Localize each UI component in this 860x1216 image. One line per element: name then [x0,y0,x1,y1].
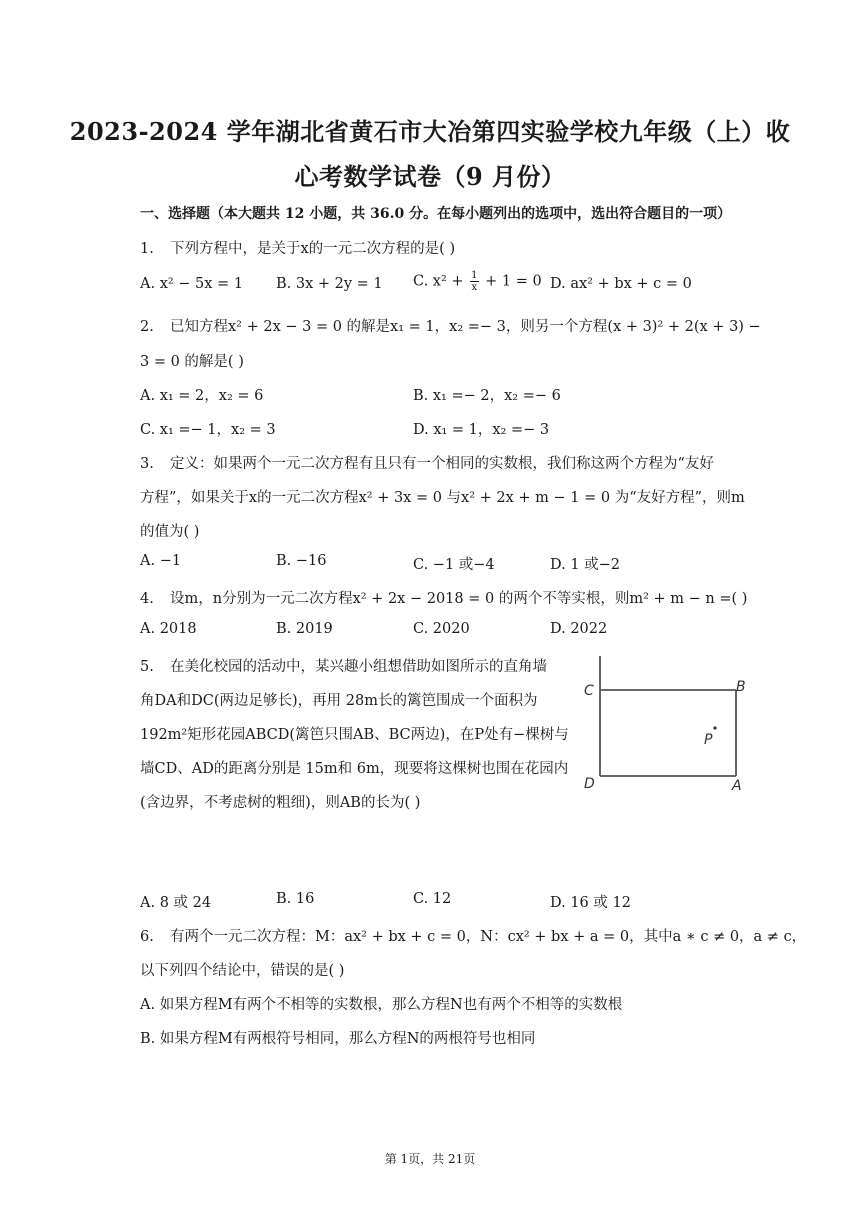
q1-option-c [413,270,542,293]
label-c: C [584,683,594,699]
q2-option-c: C. x₁ =− 1，x₂ = 3 [140,422,276,438]
question-2 [140,315,761,336]
question-5-stem-line5: (含边界，不考虑树的粗细)，则AB的长为( ) [140,795,421,811]
fraction-numerator: 1 [471,270,478,281]
question-stem-line1: 定义：如果两个一元二次方程有且只有一个相同的实数根，我们称这两个方程为“友好 [170,456,714,472]
question-5 [140,655,547,676]
exam-title-line1: 2023-2024 学年湖北省黄石市大冶第四实验学校九年级（上）收 [69,117,791,146]
q3-option-b: B. −16 [276,553,327,569]
label-p: P [704,732,713,748]
q1-option-b: B. 3x + 2y = 1 [276,276,383,292]
q1-option-c-prefix: C. x² + [413,273,469,290]
question-stem: 设m，n分别为一元二次方程x² + 2x − 2018 = 0 的两个不等实根，则m² + m − n =( ) [170,591,748,607]
question-2-stem-line2: 3 = 0 的解是( ) [140,354,244,370]
section-heading: 一、选择题（本大题共 12 小题，共 36.0 分。在每小题列出的选项中，选出符合题目的一项） [140,206,732,222]
q1-option-c-suffix: + 1 = 0 [480,273,542,290]
question-stem-line1: 有两个一元二次方程：M：ax² + bx + c = 0，N：cx² + bx + a = 0，其中a ∗ c ≠ 0，a ≠ c， [170,929,807,945]
question-5-stem-line4: 墙CD、AD的距离分别是 15m和 6m，现要将这棵树也围在花园内 [140,761,569,777]
question-number: 3. [140,456,154,472]
question-number: 6. [140,929,154,945]
question-5-stem-line2: 角DA和DC(两边足够长)，再用 28m长的篱笆围成一个面积为 [140,693,538,709]
question-3-stem-line2: 方程”，如果关于x的一元二次方程x² + 3x = 0 与x² + 2x + m − 1 = 0 为“友好方程”，则m [140,490,745,506]
question-stem-line1: 已知方程x² + 2x − 3 = 0 的解是x₁ = 1，x₂ =− 3，则另一个方程(x + 3)² + 2(x + 3) − [170,319,761,335]
q5-option-c: C. 12 [413,891,452,907]
label-d: D [584,776,595,792]
q3-option-c: C. −1 或−4 [413,557,495,573]
question-3-stem-line3: 的值为( ) [140,524,200,540]
q6-option-b: B. 如果方程M有两根符号相同，那么方程N的两根符号也相同 [140,1031,536,1047]
rectangle-garden-figure [578,654,758,796]
question-4 [140,587,747,608]
question-stem: 下列方程中，是关于x的一元二次方程的是( ) [170,241,456,257]
question-number: 1. [140,241,154,257]
question-number: 2. [140,319,154,335]
q2-option-b: B. x₁ =− 2，x₂ =− 6 [413,388,561,404]
label-b: B [736,679,746,695]
q1-option-a: A. x² − 5x = 1 [140,276,244,292]
question-3 [140,452,714,473]
page-footer: 第 1页，共 21页 [384,1152,476,1166]
question-6 [140,925,806,946]
label-a: A [732,778,742,794]
fraction-denominator: x [471,282,478,293]
tree-point [713,726,716,729]
q4-option-c: C. 2020 [413,621,470,637]
q5-option-d: D. 16 或 12 [550,895,631,911]
question-number: 4. [140,591,154,607]
q4-option-d: D. 2022 [550,621,608,637]
q4-option-b: B. 2019 [276,621,333,637]
question-5-stem-line3: 192m²矩形花园ABCD(篱笆只围AB、BC两边)，在P处有−棵树与 [140,727,569,743]
question-6-stem-line2: 以下列四个结论中，错误的是( ) [140,963,345,979]
q2-option-d: D. x₁ = 1，x₂ =− 3 [413,422,550,438]
question-stem-line1: 在美化校园的活动中，某兴趣小组想借助如图所示的直角墙 [170,659,547,675]
q6-option-a: A. 如果方程M有两个不相等的实数根，那么方程N也有两个不相等的实数根 [140,997,623,1013]
fraction [470,270,478,293]
q5-option-a: A. 8 或 24 [140,895,212,911]
q3-option-d: D. 1 或−2 [550,557,621,573]
q3-option-a: A. −1 [140,553,182,569]
exam-title-line2: 心考数学试卷（9 月份） [294,162,566,191]
q4-option-a: A. 2018 [140,621,197,637]
q5-option-b: B. 16 [276,891,315,907]
q2-option-a: A. x₁ = 2，x₂ = 6 [140,388,264,404]
question-1 [140,237,455,258]
question-number: 5. [140,659,154,675]
q1-option-d: D. ax² + bx + c = 0 [550,276,692,292]
